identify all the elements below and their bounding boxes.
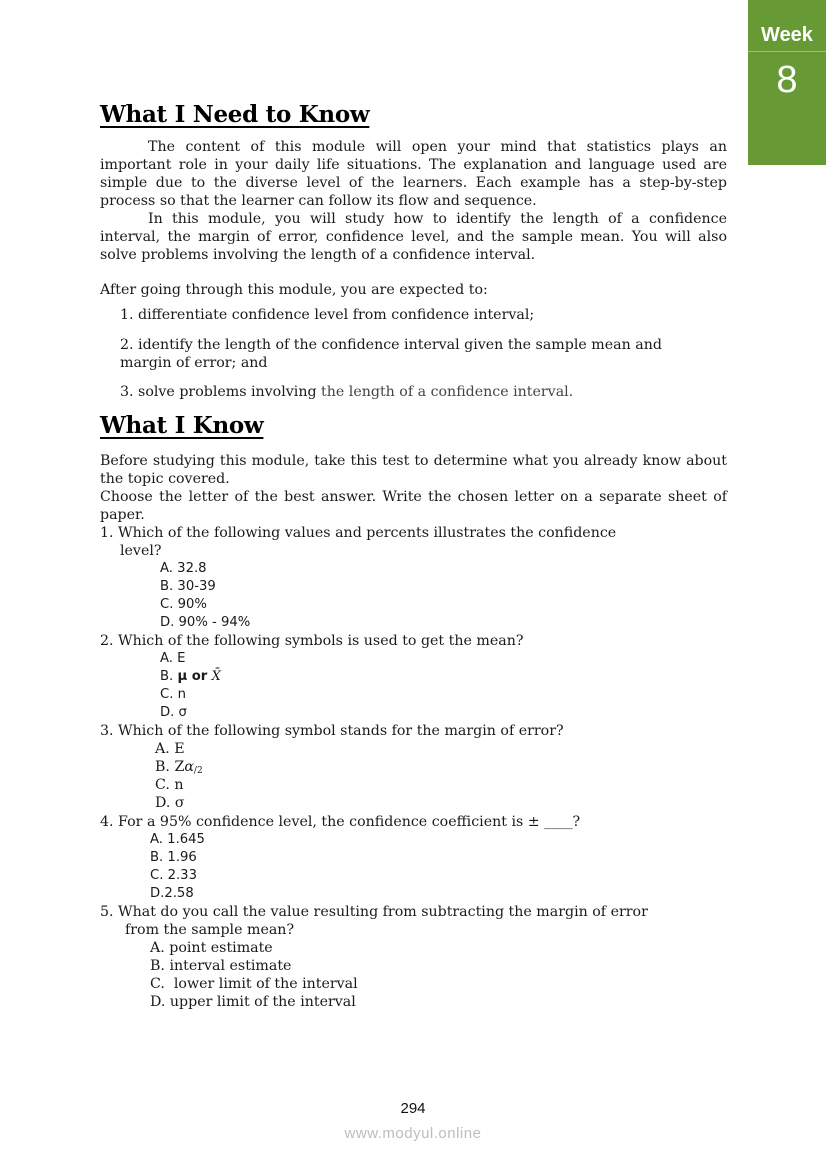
q3-option-b-z: B. Z: [155, 759, 185, 775]
q5-option-c: C. lower limit of the interval: [150, 976, 358, 992]
q1-option-b: B. 30-39: [160, 579, 216, 594]
q5-option-d: D. upper limit of the interval: [150, 994, 356, 1010]
week-number: 8: [776, 59, 798, 101]
q2-option-c: C. n: [160, 687, 186, 702]
intro-paragraph-2: [100, 210, 727, 264]
intro-paragraph-1: [100, 138, 727, 210]
q4-option-d: D.2.58: [150, 886, 194, 901]
q5-option-a: A. point estimate: [150, 940, 273, 956]
question-1-cont: level?: [120, 543, 162, 559]
objective-3-text: 3. solve problems involving: [120, 384, 322, 400]
q4-option-c: C. 2.33: [150, 868, 197, 883]
q1-option-a: A. 32.8: [160, 561, 207, 576]
alpha-symbol: α: [184, 759, 194, 775]
q2-option-d: D. σ: [160, 705, 187, 720]
week-tab: [748, 0, 826, 165]
objective-2: 2. identify the length of the confidence interval given the sample mean and: [120, 337, 662, 353]
alpha-subscript: /2: [193, 766, 203, 776]
question-2: 2. Which of the following symbols is used to get the mean?: [100, 633, 524, 649]
question-3: 3. Which of the following symbol stands for the margin of error?: [100, 723, 564, 739]
q1-option-c: C. 90%: [160, 597, 207, 612]
x-bar-symbol: X̄: [211, 669, 221, 684]
q2-option-b: [160, 668, 221, 686]
q3-option-a: A. E: [155, 741, 185, 757]
q3-option-c: C. n: [155, 777, 184, 793]
question-4: 4. For a 95% confidence level, the confidence coefficient is ± ____?: [100, 814, 581, 830]
objectives-intro: After going through this module, you are expected to:: [100, 282, 488, 298]
question-5: 5. What do you call the value resulting from subtracting the margin of error: [100, 904, 648, 920]
watermark: www.modyul.online: [344, 1125, 482, 1142]
q5-option-b: B. interval estimate: [150, 958, 292, 974]
question-1: 1. Which of the following values and percents illustrates the confidence: [100, 525, 617, 541]
pretest-intro-2: Choose the letter of the best answer. Write the chosen letter on a separate sheet of paper.: [100, 489, 727, 523]
week-tab-divider: [748, 51, 826, 52]
intro-paragraph-1-text: The content of this module will open your mind that statistics plays an important role in your daily life situations. The explanation and language used are simple due to the diverse level of the learners. Each example has a step-by-step process so that the learner can follow its flow and sequence.: [100, 139, 727, 209]
q4-option-b: B. 1.96: [150, 850, 197, 865]
q2-option-b-mu: µ or: [177, 669, 208, 684]
objective-3-text-cont: the length of a confidence interval.: [321, 384, 574, 400]
objective-2-cont: margin of error; and: [120, 355, 268, 371]
pretest-intro-1: Before studying this module, take this test to determine what you already know about the topic covered.: [100, 453, 727, 487]
week-label: Week: [761, 24, 813, 46]
page-number: 294: [400, 1100, 426, 1117]
q2-option-a: A. E: [160, 651, 186, 666]
objective-3: [120, 383, 573, 401]
intro-paragraph-2-text: In this module, you will study how to identify the length of a confidence interval, the margin of error, confidence level, and the sample mean. You will also solve problems involving the length of a confidence interval.: [100, 211, 727, 263]
section-heading-what-i-need-to-know: What I Need to Know: [100, 101, 370, 128]
q3-option-d: D. σ: [155, 795, 185, 811]
q1-option-d: D. 90% - 94%: [160, 615, 251, 630]
q4-option-a: A. 1.645: [150, 832, 205, 847]
section-heading-what-i-know: What I Know: [100, 412, 264, 439]
question-5-cont: from the sample mean?: [125, 922, 295, 938]
objective-1: 1. differentiate confidence level from confidence interval;: [120, 307, 535, 323]
q2-option-b-letter: B.: [160, 669, 174, 684]
